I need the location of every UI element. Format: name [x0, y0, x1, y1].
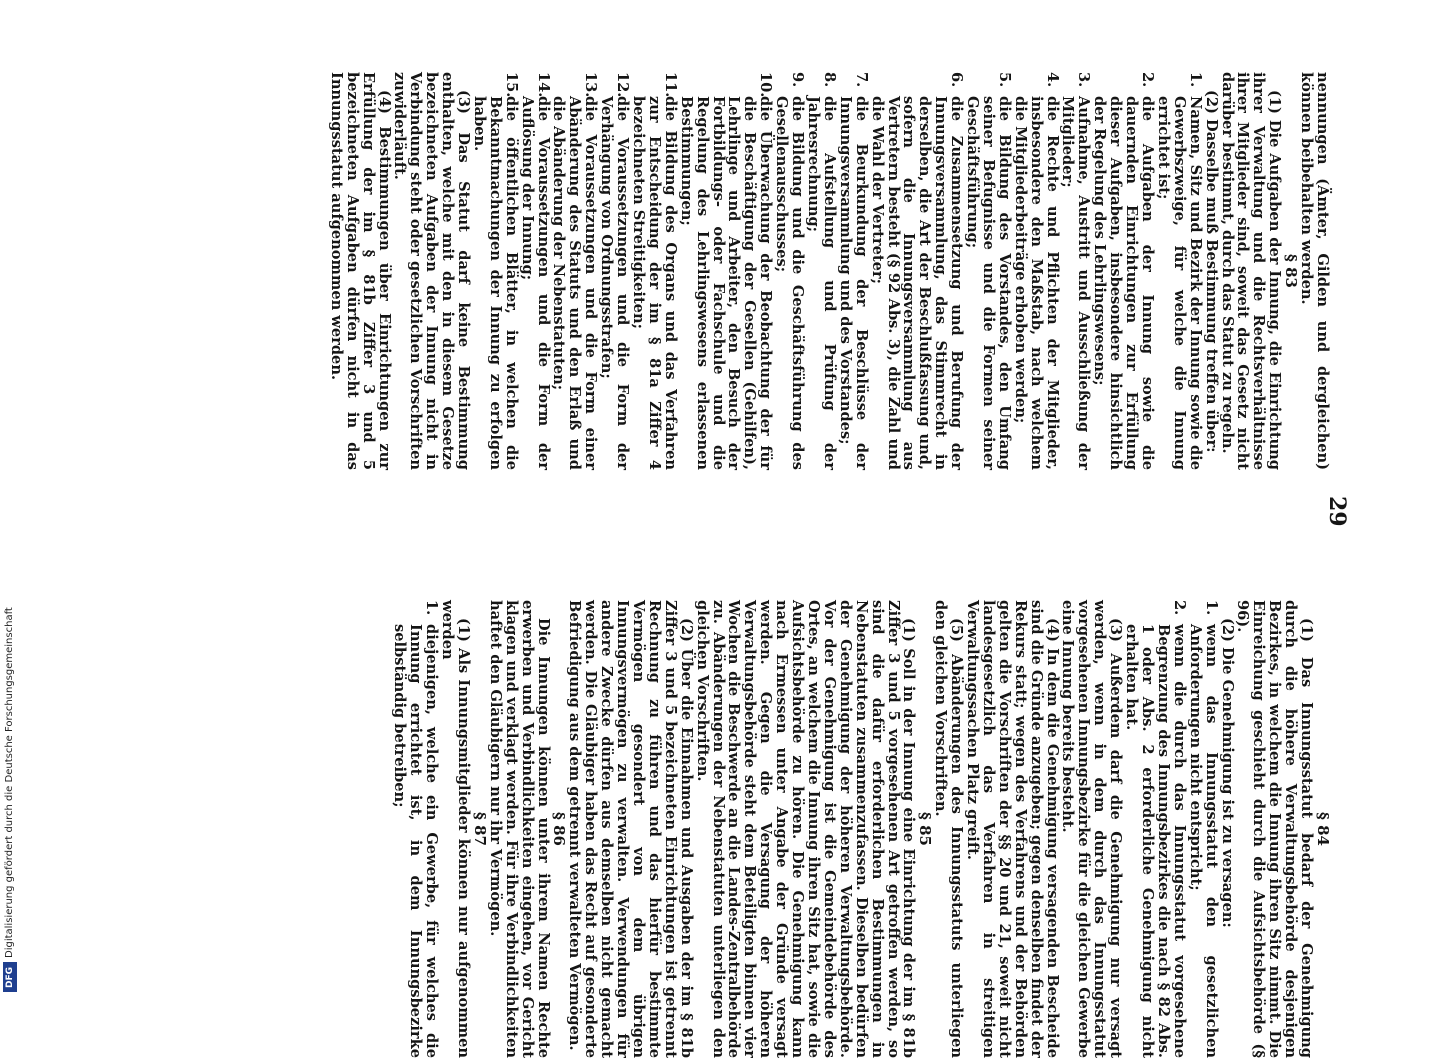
list-item: [1060, 72, 1092, 470]
section-heading-85: § 85: [916, 812, 935, 846]
list-item-number: 5.: [995, 72, 1013, 88]
list-item-text: die Beurkundung der Beschlüsse der Innungsversammlung und des Vorstandes;: [836, 96, 870, 470]
section-heading-87: § 87: [470, 812, 489, 846]
paragraph-83-4: (4) Bestimmungen über Einrichtungen zur Erfüllung der im § 81b Ziffer 3 und 5 bezeichneten Aufgaben dürfen nicht in das Innungsstatut aufgenommen werden.: [327, 72, 393, 470]
list-item-number: 8.: [820, 72, 838, 88]
list-item: [964, 72, 1012, 470]
paragraph-84-5: (5) Abänderungen des Innungsstatuts unterliegen den gleichen Vorschriften.: [932, 600, 966, 1058]
list-item-number: 15.: [502, 72, 520, 98]
list-item-number: 10.: [757, 72, 775, 98]
list-item-text: die Bildung und die Geschäftsführung des Gesellenausschusses;: [773, 96, 807, 470]
list-item-number: 4.: [1043, 72, 1061, 88]
list-item-text: die öffentlichen Blätter, in welchen die Bekanntmachungen der Innung zu erfolgen haben.: [470, 96, 520, 470]
list-item-text: die Rechte und Pflichten der Mitglieder, insbesondere den Maßstab, nach welchem die Mitgliederbeiträge erhoben werden;: [1011, 96, 1061, 470]
list-item-text: Aufnahme, Austritt und Ausschließung der Mitglieder;: [1059, 96, 1093, 470]
list-item-text: wenn die durch das Innungsstatut vorgesehene Begrenzung des Innungsbezirkes die nach § 82 Abs. 1 oder Abs. 2 erforderliche Genehmigung nicht erhalten hat.: [1123, 624, 1188, 1058]
list-item-text: die Voraussetzungen und die Form einer Abänderung des Statuts und den Erlaß und die Abänderung der Nebenstatuten;: [550, 96, 600, 470]
list-item: [678, 72, 773, 470]
list-item-number: 2.: [1170, 600, 1188, 616]
list-item-text: Namen, Sitz und Bezirk der Innung sowie die Gewerbszweige, für welche die Innung errichtet ist;: [1154, 96, 1204, 470]
list-item: [1091, 72, 1155, 470]
paragraph-84-2: (2) Die Genehmigung ist zu versagen:: [1218, 618, 1236, 928]
list-item-text: diejenigen, welche ein Gewerbe, für welches die Innung errichtet ist, in dem Innungsbezirke selbständig betreiben;: [391, 624, 441, 1058]
list-item-text: die Voraussetzungen und die Form der Verhängung von Ordnungsstrafen;: [598, 96, 632, 470]
section-heading-84: § 84: [1314, 812, 1332, 846]
paragraph-84-3: (3) Außerdem darf die Genehmigung nur versagt werden, wenn in dem durch das Innungsstatut vorgesehenen Innungsbezirke für die gleichen Gewerbe eine Innung bereits besteht.: [1059, 600, 1125, 1058]
paragraph-84-4: (4) In dem die Genehmigung versagenden Bescheide sind die Gründe anzugeben; gegen denselben findet der Rekurs statt; wegen des Verfahrens und der Behörden gelten die Vorschriften der §§ 20 und 21, soweit nicht landesgesetzlich das Verfahren in streitigen Verwaltungssachen Platz greift.: [964, 600, 1061, 1058]
list-item-text: wenn das Innungsstatut den gesetzlichen Anforderungen nicht entspricht;: [1186, 624, 1220, 1058]
list-item: [471, 72, 519, 470]
list-item: [1012, 72, 1060, 470]
list-item: [805, 72, 837, 470]
list-item: [1187, 600, 1219, 1058]
list-84: [1123, 600, 1218, 1058]
list-item-number: 1.: [1202, 600, 1220, 616]
paragraph-83-2: (2) Dasselbe muß Bestimmung treffen über:: [1202, 90, 1220, 453]
list-item-number: 9.: [789, 72, 807, 88]
list-item: [837, 72, 869, 470]
list-item: [598, 72, 630, 470]
list-item-text: die Voraussetzungen und die Form der Auflösung der Innung;: [518, 96, 552, 470]
list-item: [869, 72, 964, 470]
list-item-number: 3.: [1075, 72, 1093, 88]
list-item-text: die Aufgaben der Innung sowie die dauernden Einrichtungen zur Erfüllung dieser Aufgaben, insbesondere hinsichtlich der Regelung des Lehrlingswesens;: [1091, 96, 1157, 470]
list-item-text: die Aufstellung und Prüfung der Jahresrechnung;: [805, 96, 838, 470]
paragraph-85-1: (1) Soll in der Innung eine Einrichtung der im § 81b Ziffer 3 und 5 vorgesehenen Art getroffen werden, so sind die dafür erforderlichen Bestimmungen in Nebenstatuten zusammenzufassen. Dieselben bedürfen der Genehmigung der höheren Verwaltungsbehörde. Vor der Genehmigung ist die Gemeindebehörde des Ortes, an welchem die Innung ihren Sitz hat, sowie die Aufsichtsbehörde zu hören. Die Genehmigung kann nach Ermessen unter Angabe der Gründe versagt werden. Gegen die Versagung der höheren Verwaltungsbehörde steht dem Beteiligten binnen vier Wochen die Beschwerde an die Landes-Zentralbehörde zu. Abänderungen der Nebenstatuten unterliegen den gleichen Vorschriften.: [693, 600, 918, 1058]
left-column: [328, 72, 1330, 470]
footer-credit-text: Digitalisierung gefördert durch die Deutsche Forschungsgemeinschaft: [4, 607, 15, 958]
intro-text: nennungen (Ämter, Gilden und dergleichen) können beibehalten werden.: [1298, 72, 1331, 470]
list-83: [471, 72, 1203, 470]
dfg-footer: [0, 0, 20, 1000]
list-item-number: 14.: [534, 72, 552, 98]
paragraph-85-2: (2) Über die Einnahmen und Ausgaben der im § 81b Ziffer 3 und 5 bezeichneten Einrichtungen ist getrennt Rechnung zu führen und das hierfür bestimmte Vermögen gesondert von dem übrigen Innungsvermögen zu verwalten. Verwendungen für andere Zwecke dürfen aus demselben nicht gemacht werden. Die Gläubiger haben das Recht auf gesonderte Befriedigung aus dem getrennt verwalteten Vermögen.: [566, 600, 695, 1058]
list-item-text: die Zusammensetzung und Berufung der Innungsversammlung, das Stimmrecht in derselben, die Art der Beschlußfassung und, sofern die Innungsversammlung aus Vertretern besteht (§ 92 Abs. 3), die Zahl und die Wahl der Vertreter;: [868, 96, 966, 470]
list-item-text: die Bildung des Organs und das Verfahren zur Entscheidung der im § 81a Ziffer 4 bezeichneten Streitigkeiten;: [630, 96, 679, 470]
list-item-number: 1.: [423, 600, 441, 616]
list-item: [1123, 600, 1187, 1058]
page-number: 29: [1324, 496, 1350, 527]
list-item-number: 2.: [1139, 72, 1157, 88]
list-item: [551, 72, 599, 470]
section-heading-83: § 83: [1282, 254, 1301, 288]
dfg-logo: DFG: [3, 962, 17, 992]
paragraph-83-3: (3) Das Statut darf keine Bestimmung enthalten, welche mit den in diesem Gesetze bezeichneten Aufgaben der Innung nicht in Verbindung steht oder gesetzlichen Vorschriften zuwiderläuft.: [391, 72, 473, 470]
list-item: [773, 72, 805, 470]
list-item-number: 1.: [1186, 72, 1204, 88]
list-item-number: 6.: [948, 72, 966, 88]
paragraph-83-1: (1) Die Aufgaben der Innung, die Einrichtung ihrer Verwaltung und die Rechtsverhältnisse ihrer Mitglieder sind, soweit das Gesetz nicht darüber bestimmt, durch das Statut zu regeln.: [1218, 72, 1284, 470]
paragraph-84-1: (1) Das Innungsstatut bedarf der Genehmigung durch die höhere Verwaltungsbehörde desjenigen Bezirkes, in welchem die Innung ihren Sitz nimmt. Die Einreichung geschieht durch die Aufsichtsbehörde (§ 96).: [1234, 600, 1316, 1058]
list-item-number: 11.: [661, 72, 679, 98]
list-87: [392, 600, 440, 1058]
list-item-number: 13.: [582, 72, 600, 98]
list-item-number: 12.: [614, 72, 632, 98]
list-item: [519, 72, 551, 470]
list-item-number: 7.: [852, 72, 870, 88]
list-item: [630, 72, 678, 470]
section-heading-86: § 86: [550, 812, 569, 846]
right-column: [392, 600, 1330, 1058]
paragraph-87-1: (1) Als Innungsmitglieder können nur aufgenommen werden: [439, 600, 473, 1058]
paragraph-86: Die Innungen können unter ihrem Namen Rechte erwerben und Verbindlichkeiten eingehen, vor Gericht klagen und verklagt werden. Für ihre Verbindlichkeiten haftet den Gläubigern nur ihr Vermögen.: [486, 600, 552, 1058]
list-item: [392, 600, 440, 1058]
list-item-text: die Bildung des Vorstandes, den Umfang seiner Befugnisse und die Formen seiner Geschäftsführung;: [964, 96, 1013, 470]
list-item: [1155, 72, 1203, 470]
list-item-text: die Überwachung der Beobachtung der für die Beschäftigung der Gesellen (Gehilfen), Lehrlinge und Arbeiter, den Besuch der Fortbildungs- oder Fachschule und die Regelung des Lehrlingswesens erlassenen Bestimmungen;: [677, 96, 775, 470]
